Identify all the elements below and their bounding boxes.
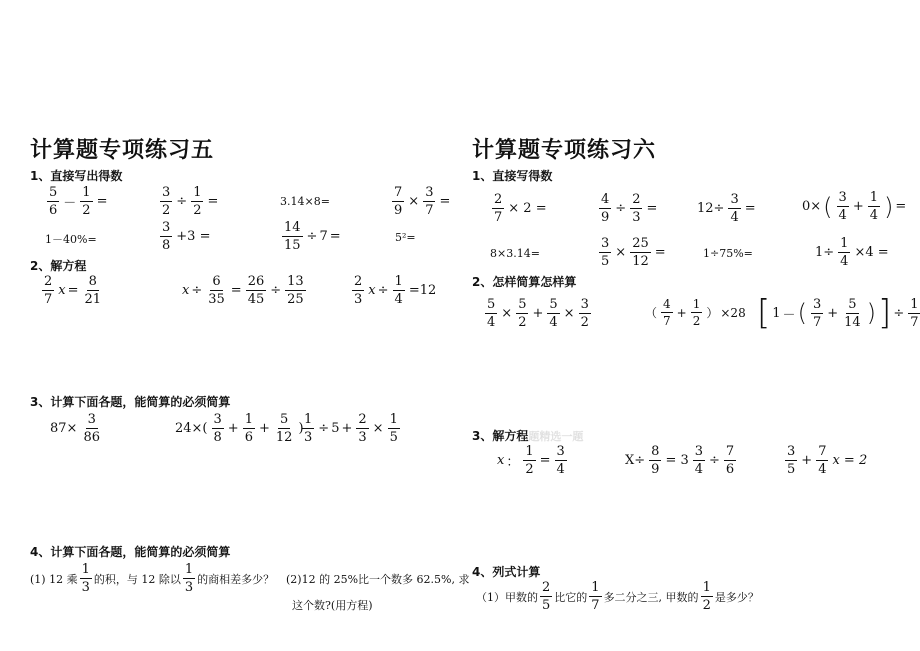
math-symbol: =: [895, 199, 907, 214]
math-symbol: ÷: [615, 201, 627, 216]
math-symbol: ×: [501, 306, 513, 321]
math-symbol: x = 2: [832, 453, 868, 468]
fraction: [285, 275, 306, 306]
fraction: [589, 581, 601, 612]
right-s2-expr-2: [645, 298, 746, 327]
fraction-denominator: 7: [812, 314, 822, 330]
fraction-denominator: 3: [184, 580, 194, 595]
fraction-denominator: 5: [787, 462, 796, 477]
fraction-denominator: 3: [304, 430, 313, 445]
fraction-numerator: 3: [812, 296, 822, 312]
math-symbol: =: [646, 201, 658, 216]
left-section-1-heading: 1、直接写出得数: [30, 169, 123, 183]
fraction-numerator: 2: [44, 274, 53, 289]
math-symbol: 12÷: [697, 201, 725, 216]
fraction-numerator: 3: [162, 185, 171, 200]
fraction-numerator: 26: [247, 274, 265, 289]
fraction-numerator: 3: [425, 185, 434, 200]
right-s1-expr-5: 8×3.14=: [490, 247, 540, 260]
fraction: [47, 186, 59, 217]
math-symbol: 24×(: [175, 421, 208, 436]
math-symbol: ）: [706, 306, 719, 320]
fraction-denominator: 4: [838, 208, 847, 223]
left-section-3-heading: 3、计算下面各题，能简算的必须简算: [30, 395, 231, 409]
fraction-denominator: 14: [844, 314, 861, 330]
fraction: [547, 298, 559, 329]
math-symbol: ÷: [270, 283, 282, 298]
math-symbol: +: [801, 453, 813, 468]
fraction-numerator: 1: [184, 562, 194, 577]
fraction-numerator: 7: [725, 444, 735, 459]
math-symbol: =: [654, 245, 666, 260]
fraction-numerator: 5: [280, 412, 289, 427]
fraction-denominator: 4: [730, 210, 739, 225]
fraction-denominator: 86: [83, 430, 100, 445]
math-symbol: ：: [506, 455, 520, 470]
left-section-4-heading: 4、计算下面各题，能简算的必须简算: [30, 545, 231, 559]
math-symbol: 1÷: [815, 245, 835, 260]
fraction-numerator: 25: [632, 236, 649, 251]
fraction: [492, 193, 504, 224]
math-symbol: × 2 =: [508, 201, 547, 216]
math-symbol: +: [258, 421, 270, 436]
fraction: [693, 445, 705, 476]
fraction: [392, 186, 404, 217]
math-symbol: 的商相差多少？: [197, 572, 275, 586]
right-section-4-heading: 4、列式计算: [472, 565, 541, 579]
fraction: [282, 221, 303, 252]
math-symbol: 0×: [802, 199, 822, 214]
fraction-denominator: 2: [692, 314, 701, 328]
fraction-denominator: 4: [556, 462, 565, 477]
fraction: [83, 275, 104, 306]
fraction-denominator: 5: [601, 254, 610, 269]
fraction: [630, 193, 642, 224]
left-s3-expr-2: [175, 413, 304, 444]
right-s1-expr-3: [697, 193, 756, 224]
left-s1-expr-7: [280, 221, 341, 252]
fraction-numerator: 1: [869, 190, 879, 205]
fraction-denominator: 35: [208, 292, 225, 307]
fraction: [183, 563, 195, 594]
fraction: [352, 275, 364, 306]
math-symbol: 87×: [50, 421, 78, 436]
math-symbol: (: [797, 299, 807, 327]
left-section-2-heading: 2、解方程: [30, 259, 87, 273]
math-symbol: 多二分之三, 甲数的: [603, 590, 699, 604]
fraction-numerator: 1: [840, 236, 849, 251]
fraction-denominator: 5: [389, 430, 398, 445]
fraction-denominator: 2: [162, 203, 171, 218]
math-symbol: －: [63, 196, 77, 211]
math-symbol: ): [298, 421, 304, 436]
right-s1-expr-8: [815, 237, 889, 268]
fraction-denominator: 6: [49, 203, 58, 218]
math-symbol: +: [827, 305, 839, 321]
fraction-numerator: 7: [394, 185, 403, 200]
math-symbol: ×4 =: [854, 245, 889, 260]
fraction-numerator: 13: [287, 274, 304, 289]
fraction-numerator: 3: [787, 444, 796, 459]
math-symbol: －: [782, 307, 796, 323]
left-s3-expr-1: [50, 413, 104, 444]
fraction-denominator: 2: [82, 203, 91, 218]
fraction-denominator: 4: [487, 315, 496, 330]
fraction-numerator: 1: [304, 412, 313, 427]
fraction-numerator: 3: [87, 412, 96, 427]
math-symbol: [: [757, 293, 771, 333]
fraction-denominator: 9: [651, 462, 660, 477]
fraction-numerator: 5: [549, 297, 558, 312]
fraction: [599, 237, 611, 268]
fraction-numerator: 1: [702, 580, 711, 595]
math-symbol: ×: [563, 306, 575, 321]
fraction-numerator: 3: [601, 236, 610, 251]
fraction: [393, 275, 405, 306]
fraction-denominator: 7: [44, 292, 53, 307]
fraction: [274, 413, 295, 444]
fraction-denominator: 3: [354, 292, 363, 307]
fraction: [246, 275, 267, 306]
fraction-denominator: 4: [394, 292, 403, 307]
right-section-1-heading: 1、直接写得数: [472, 169, 553, 183]
math-symbol: （1）甲数的: [476, 590, 538, 604]
fraction: [212, 413, 224, 444]
fraction: [356, 413, 368, 444]
fraction-denominator: 7: [591, 598, 600, 613]
left-s1-expr-6: [158, 221, 210, 252]
math-symbol: =: [67, 283, 79, 298]
right-s1-expr-7: 1÷75%=: [703, 247, 753, 260]
math-symbol: 是多少？: [714, 590, 759, 604]
math-symbol: ): [884, 192, 894, 221]
math-symbol: ÷: [176, 194, 188, 209]
fraction: [649, 445, 661, 476]
right-section-2-heading: 2、怎样简算怎样算: [472, 275, 577, 289]
fraction-denominator: 7: [425, 203, 434, 218]
fraction-denominator: 2: [518, 315, 527, 330]
math-symbol: 1: [772, 305, 781, 321]
right-title: 计算题专项练习六: [472, 138, 657, 163]
fraction-numerator: 1: [81, 562, 90, 577]
fraction-denominator: 25: [287, 292, 304, 307]
left-s1-expr-2: [158, 186, 218, 217]
fraction-denominator: 3: [632, 210, 641, 225]
right-s1-expr-2: [597, 193, 657, 224]
math-symbol: =12: [408, 283, 437, 298]
fraction-numerator: 3: [213, 412, 222, 427]
fraction: [80, 186, 92, 217]
math-symbol: 的积，与 12 除以: [93, 572, 181, 586]
fraction-numerator: 8: [88, 274, 97, 289]
math-symbol: +: [532, 306, 544, 321]
faint-watermark-text: 题精选一题: [528, 430, 584, 443]
fraction-denominator: 4: [869, 208, 879, 223]
math-symbol: =: [230, 283, 242, 298]
fraction-numerator: 4: [601, 192, 610, 207]
fraction: [540, 581, 552, 612]
fraction: [516, 298, 528, 329]
fraction-denominator: 4: [694, 462, 704, 477]
left-s1-expr-5: 1－40%=: [45, 233, 97, 246]
math-symbol: =: [96, 194, 108, 209]
math-symbol: 7: [319, 229, 328, 244]
fraction-denominator: 6: [244, 430, 253, 445]
fraction-numerator: 5: [848, 296, 857, 312]
fraction-numerator: 1: [389, 412, 398, 427]
math-symbol: =: [207, 194, 219, 209]
fraction: [599, 193, 611, 224]
fraction-numerator: 1: [82, 185, 91, 200]
fraction: [302, 413, 314, 444]
fraction-numerator: 3: [580, 297, 589, 312]
math-symbol: +3 =: [176, 229, 211, 244]
math-symbol: ÷: [377, 283, 389, 298]
fraction-numerator: 3: [694, 444, 704, 459]
fraction-numerator: 1: [244, 412, 253, 427]
fraction-denominator: 7: [663, 314, 671, 328]
math-symbol: =: [439, 194, 451, 209]
fraction: [908, 298, 920, 329]
fraction-denominator: 21: [84, 292, 102, 307]
fraction-denominator: 7: [494, 210, 503, 225]
math-symbol: =: [329, 229, 341, 244]
fraction-numerator: 3: [730, 192, 739, 207]
fraction-numerator: 1: [394, 274, 403, 289]
fraction-denominator: 7: [910, 314, 919, 330]
fraction-numerator: 2: [632, 192, 641, 207]
fraction-denominator: 4: [549, 315, 558, 330]
fraction: [42, 275, 54, 306]
left-s1-expr-8: 5²=: [395, 231, 416, 244]
fraction: [243, 413, 255, 444]
fraction-denominator: 5: [542, 598, 551, 613]
fraction-numerator: 5: [487, 297, 496, 312]
right-s1-expr-6: [597, 237, 666, 268]
fraction-denominator: 4: [840, 254, 849, 269]
math-symbol: +: [676, 305, 687, 320]
fraction-denominator: 2: [193, 203, 202, 218]
fraction-denominator: 12: [275, 430, 293, 445]
fraction: [701, 581, 713, 612]
math-symbol: x: [497, 453, 505, 468]
fraction-numerator: 1: [591, 580, 600, 595]
fraction-denominator: 12: [632, 254, 649, 269]
fraction: [160, 221, 172, 252]
right-equation-2: [625, 445, 738, 476]
math-symbol: +: [341, 421, 353, 436]
math-symbol: ÷: [709, 453, 720, 468]
left-word-problem-2-line-1: (2)12 的 25%比一个数多 62.5%, 求: [286, 573, 470, 586]
fraction: [816, 445, 828, 476]
left-equation-1: [40, 275, 105, 306]
math-symbol: ×: [615, 245, 627, 260]
left-word-problem-2-line-2: 这个数?(用方程): [292, 599, 373, 612]
fraction: [728, 193, 740, 224]
math-symbol: ÷: [318, 421, 330, 436]
fraction-numerator: 14: [284, 220, 301, 235]
fraction-numerator: 3: [556, 444, 565, 459]
left-s1-expr-4: [390, 186, 450, 217]
math-symbol: ×: [408, 194, 420, 209]
right-section-3-heading: 3、解方程题精选一题: [472, 429, 584, 443]
math-symbol: =: [744, 201, 756, 216]
fraction-denominator: 2: [525, 462, 534, 477]
left-title: 计算题专项练习五: [30, 138, 215, 163]
fraction-denominator: 8: [162, 238, 171, 253]
fraction-denominator: 6: [725, 462, 735, 477]
math-symbol: ×: [372, 421, 384, 436]
fraction: [206, 275, 227, 306]
fraction: [724, 445, 736, 476]
fraction-numerator: 3: [838, 190, 847, 205]
fraction: [191, 186, 203, 217]
fraction-numerator: 5: [49, 185, 58, 200]
left-equation-2: [182, 275, 308, 306]
math-symbol: ): [866, 299, 877, 327]
math-symbol: X÷: [625, 453, 646, 468]
math-symbol: +: [852, 199, 864, 214]
right-s1-expr-1: [490, 193, 547, 224]
fraction: [555, 445, 567, 476]
math-symbol: ]: [878, 293, 892, 333]
fraction: [423, 186, 435, 217]
math-symbol: (1) 12 乘: [30, 572, 78, 586]
fraction-denominator: 8: [213, 430, 222, 445]
fraction: [579, 298, 591, 329]
math-symbol: x: [368, 283, 376, 298]
math-symbol: (: [823, 192, 833, 221]
left-s1-expr-1: [45, 186, 107, 217]
fraction-numerator: 5: [518, 297, 527, 312]
math-symbol: ÷: [191, 283, 203, 298]
fraction: [485, 298, 497, 329]
left-word-problem-1: [30, 563, 274, 594]
fraction-denominator: 9: [394, 203, 403, 218]
math-symbol: = 3: [665, 453, 689, 468]
fraction-numerator: 2: [494, 192, 503, 207]
math-symbol: 比它的: [554, 590, 588, 604]
fraction-numerator: 2: [542, 580, 551, 595]
fraction-denominator: 15: [284, 238, 301, 253]
fraction: [842, 298, 863, 329]
fraction-numerator: 1: [525, 444, 534, 459]
fraction-numerator: 6: [212, 274, 221, 289]
fraction: [523, 445, 535, 476]
left-equation-3: [350, 275, 436, 306]
fraction-numerator: 3: [162, 220, 171, 235]
fraction: [160, 186, 172, 217]
fraction-denominator: 3: [81, 580, 90, 595]
fraction: [81, 413, 102, 444]
math-symbol: （: [645, 306, 658, 320]
fraction-numerator: 1: [193, 185, 202, 200]
right-equation-3: [783, 445, 867, 476]
fraction-denominator: 3: [358, 430, 367, 445]
math-symbol: x: [182, 283, 190, 298]
fraction: [785, 445, 797, 476]
right-equation-1: [497, 445, 569, 476]
fraction-denominator: 45: [247, 292, 265, 307]
fraction: [388, 413, 400, 444]
fraction: [80, 563, 92, 594]
math-symbol: +: [227, 421, 239, 436]
fraction: [630, 237, 651, 268]
fraction: [811, 298, 823, 329]
math-symbol: x: [58, 283, 66, 298]
fraction: [837, 191, 849, 222]
fraction: [868, 191, 880, 222]
fraction-numerator: 2: [354, 274, 363, 289]
math-symbol: 5: [331, 421, 340, 436]
fraction-numerator: 8: [651, 444, 660, 459]
math-symbol: =: [539, 453, 551, 468]
fraction-denominator: 9: [601, 210, 610, 225]
fraction: [661, 298, 673, 327]
fraction-numerator: 4: [663, 297, 671, 311]
math-symbol: ÷: [306, 229, 318, 244]
fraction-numerator: 7: [818, 444, 827, 459]
right-s2-expr-1: [483, 298, 593, 329]
right-s1-expr-4: [802, 191, 906, 222]
fraction-denominator: 2: [580, 315, 589, 330]
fraction: [838, 237, 850, 268]
math-symbol: ×28: [720, 305, 746, 320]
right-s2-expr-3: [757, 293, 920, 333]
left-s3-expr-3: [300, 413, 402, 444]
fraction-numerator: 2: [358, 412, 367, 427]
left-s1-expr-3: 3.14×8=: [280, 195, 330, 208]
fraction-numerator: 1: [692, 297, 701, 311]
fraction: [691, 298, 703, 327]
fraction-denominator: 4: [818, 462, 827, 477]
fraction-denominator: 2: [702, 598, 711, 613]
math-symbol: ÷: [893, 305, 905, 321]
right-word-problem-1: [476, 581, 759, 612]
fraction-numerator: 1: [910, 296, 919, 312]
